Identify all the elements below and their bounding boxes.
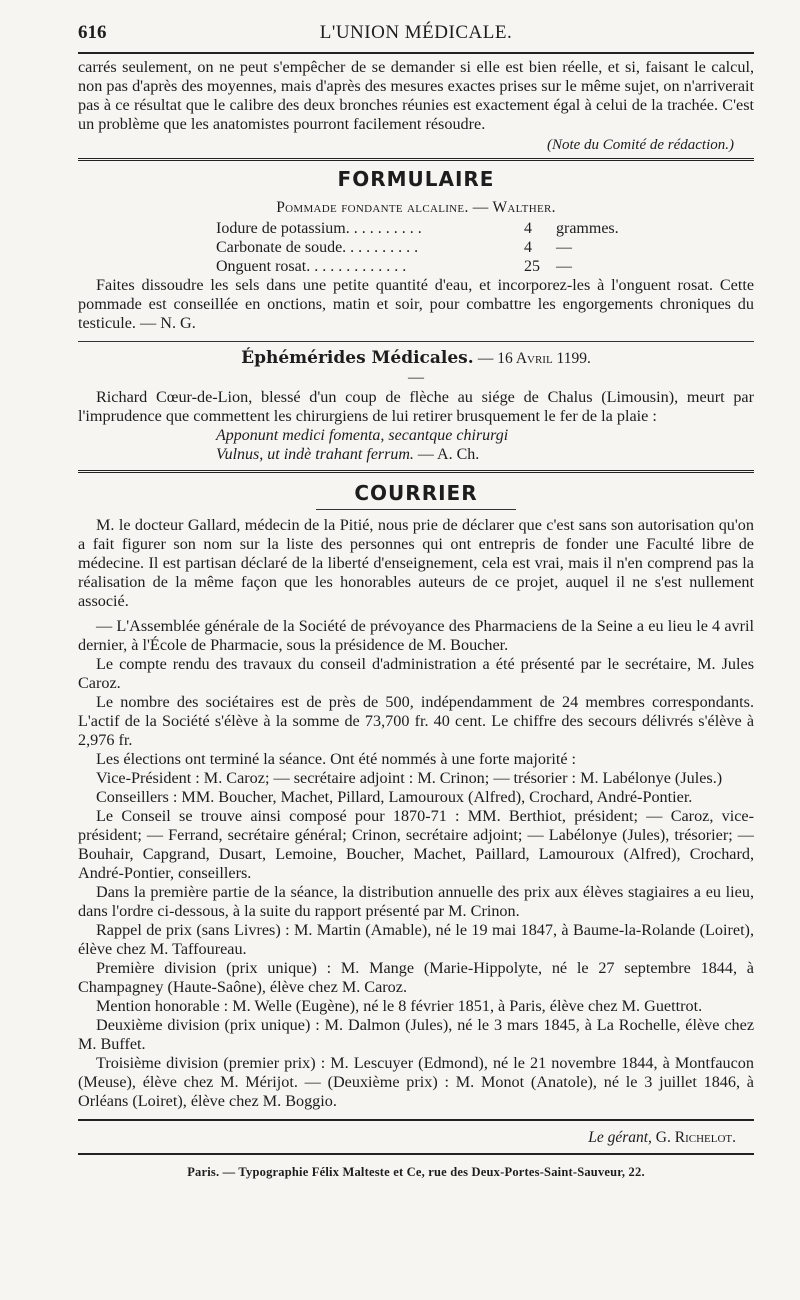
recipe-row — [216, 257, 619, 276]
section-rule — [78, 158, 754, 161]
courrier-paragraph: Deuxième division (prix unique) : M. Dalmon (Jules), né le 3 mars 1845, à La Rochelle, élève chez M. Buffet. — [78, 1016, 754, 1053]
footer-rule — [78, 1119, 754, 1121]
recipe-row — [216, 219, 619, 238]
courrier-paragraph: Conseillers : MM. Boucher, Machet, Pillard, Lamouroux (Alfred), Crochard, André-Pontier. — [96, 788, 693, 806]
ingredient-unit: — — [556, 239, 572, 256]
ingredient-name: Onguent rosat. . . . . . . . . . . . . — [216, 258, 407, 275]
page-number: 616 — [78, 22, 107, 43]
courrier-title: COURRIER — [354, 481, 478, 505]
footer-rule — [78, 1153, 754, 1155]
gerant-name: G. Richelot. — [655, 1129, 736, 1146]
courrier-paragraph: — L'Assemblée générale de la Société de prévoyance des Pharmaciens de la Seine a eu lieu le 4 avril dernier, à l'École de Pharmacie, sous la présidence de M. Boucher. — [78, 617, 754, 654]
courrier-paragraph: Première division (prix unique) : M. Mange (Marie-Hippolyte, né le 27 septembre 1844, à Champagney (Haute-Saône), élève chez M. Caroz. — [78, 959, 754, 996]
courrier-paragraph: Le compte rendu des travaux du conseil d'administration a été présenté par le secrétaire, M. Jules Caroz. — [78, 655, 754, 692]
courrier-paragraph: Mention honorable : M. Welle (Eugène), né le 8 février 1851, à Paris, élève chez M. Guettrot. — [96, 997, 703, 1015]
ingredient-unit: grammes. — [556, 220, 619, 237]
ingredient-unit: — — [556, 258, 572, 275]
ingredient-qty: 4 — [524, 239, 532, 256]
ingredient-qty: 4 — [524, 220, 532, 237]
printer-imprint: Paris. — Typographie Félix Malteste et Ce, rue des Deux-Portes-Saint-Sauveur, 22. — [187, 1165, 645, 1179]
ingredient-name: Iodure de potassium. . . . . . . . . . — [216, 220, 422, 237]
editorial-note: (Note du Comité de rédaction.) — [546, 137, 734, 153]
latin-verse-text: Vulnus, ut indè trahant ferrum. — [216, 446, 414, 463]
formulaire-title: FORMULAIRE — [337, 167, 495, 191]
recipe-row — [216, 238, 619, 257]
courrier-paragraph: Rappel de prix (sans Livres) : M. Martin (Amable), né le 19 mai 1847, à Baume-la-Rolande (Loiret), élève chez M. Taffoureau. — [78, 921, 754, 958]
latin-verse-line-2 — [216, 445, 754, 464]
courrier-paragraph: M. le docteur Gallard, médecin de la Pitié, nous prie de déclarer que c'est sans son autorisation qu'on a fait figurer son nom sur la liste des personnes qui ont entrepris de fonder une Faculté libre de médecine. Il est partisan déclaré de la liberté d'enseignement, cela est vrai, mais il n'en comprend pas la réalisation de la même façon que les honorables auteurs de ce projet, auquel il ne s'est nullement associé. — [78, 516, 754, 610]
ephemerides-dash: — — [408, 369, 424, 386]
ephemerides-signature: — A. Ch. — [417, 446, 480, 463]
courrier-rule — [316, 509, 516, 510]
latin-verse-line-1: Apponunt medici fomenta, secantque chirurgi — [216, 427, 509, 444]
section-rule — [78, 341, 754, 342]
courrier-paragraph: Le nombre des sociétaires est de près de 500, indépendamment de 24 membres correspondants. L'actif de la Société s'élève à la somme de 73,700 fr. 40 cent. Le chiffre des secours délivrés s'élève à 2,976 fr. — [78, 693, 754, 749]
ingredient-qty: 25 — [524, 258, 540, 275]
gerant-signature — [78, 1129, 736, 1147]
running-header — [78, 0, 754, 52]
journal-title: L'UNION MÉDICALE. — [319, 22, 513, 43]
opening-paragraph: carrés seulement, on ne peut s'empêcher de se demander si elle est bien réelle, et si, faisant le calcul, non pas d'après des moyennes, mais d'après des mesures exactes prises sur le même sujet, on n'arriverait pas à ce résultat que le calibre des deux bronches réunies est exactement égal à celui de la trachée. C'est un problème que les anatomistes pourront facilement résoudre. — [78, 58, 754, 133]
ingredient-name: Carbonate de soude. . . . . . . . . . — [216, 239, 419, 256]
gerant-label: Le gérant, — [588, 1129, 652, 1146]
ephemerides-date: — 16 Avril 1199. — [477, 350, 591, 367]
ephemerides-title: Éphémérides Médicales. — [241, 348, 474, 368]
ephemerides-heading — [78, 348, 754, 368]
ephemerides-text: Richard Cœur-de-Lion, blessé d'un coup de flèche au siége de Chalus (Limousin), meurt par l'imprudence que commettent les chirurgiens de lui retirer brusquement le fer de la plaie : — [78, 388, 754, 425]
recipe-table — [216, 219, 619, 276]
courrier-paragraph: Le Conseil se trouve ainsi composé pour 1870-71 : MM. Berthiot, président; — Caroz, vice-président; — Ferrand, secrétaire général; Crinon, secrétaire adjoint; — Labélonye (Jules), trésorier; — Bouhair, Capgrand, Dusart, Lemoine, Boucher, Machet, Paillard, Lamouroux (Alfred), Crochard, André-Pontier, conseillers. — [78, 807, 754, 882]
courrier-paragraph: Dans la première partie de la séance, la distribution annuelle des prix aux élèves stagiaires a eu lieu, dans l'ordre ci-dessous, à la suite du rapport présenté par M. Crinon. — [78, 883, 754, 920]
recipe-title: Pommade fondante alcaline. — Walther. — [276, 199, 556, 216]
courrier-paragraph: Vice-Président : M. Caroz; — secrétaire adjoint : M. Crinon; — trésorier : M. Labélonye (Jules.) — [96, 769, 723, 787]
courrier-paragraph: Les élections ont terminé la séance. Ont été nommés à une forte majorité : — [96, 750, 577, 768]
section-rule — [78, 470, 754, 473]
recipe-instructions: Faites dissoudre les sels dans une petite quantité d'eau, et incorporez-les à l'onguent rosat. Cette pommade est conseillée en onctions, matin et soir, pour combattre les engorgements chroniques du testicule. — N. G. — [78, 276, 754, 332]
courrier-paragraph: Troisième division (premier prix) : M. Lescuyer (Edmond), né le 21 novembre 1844, à Montfaucon (Meuse), élève chez M. Mérijot. — (Deuxième prix) : M. Monot (Anatole), né le 3 juillet 1846, à Orléans (Loiret), élève chez M. Boggio. — [78, 1054, 754, 1110]
